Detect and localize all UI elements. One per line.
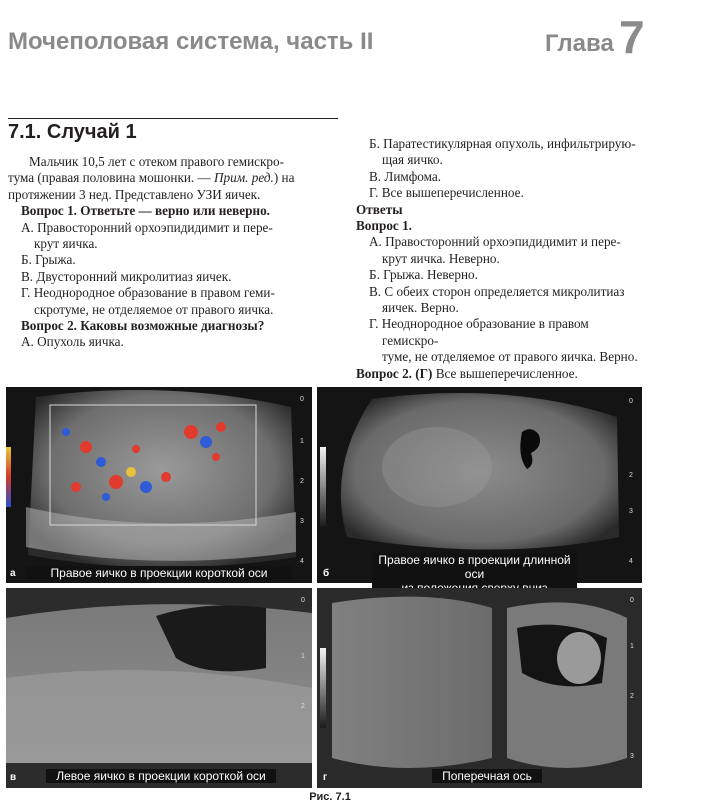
q2-option: А. Опухоль яичка. [21,334,124,350]
answer-item: Б. Грыжа. Неверно. [369,267,478,283]
chapter-label: Глава [545,30,614,57]
answer-item: В. С обеих сторон определяется микролитиаз яичек. Верно. [369,283,625,316]
answer-q1-heading: Вопрос 1. [356,218,412,234]
panel-caption: Левое яичко в проекции короткой оси [46,769,276,783]
q2-option: Б. Паратестикулярная опухоль, инфильтрирую- щая яичко. [369,136,636,168]
intro-line: Мальчик 10,5 лет с отеком правого гемискро- [29,154,284,169]
running-title: Мочеполовая система, часть II [8,28,374,55]
ultrasound-panel-v [6,588,312,788]
svg-text:4: 4 [629,558,633,565]
answer-q2-label: Вопрос 2. (Г) [356,365,433,381]
q1-option: В. Двусторонний микролитиаз яичек. [21,268,232,284]
panel-letter: а [10,568,16,579]
panel-letter: г [323,772,328,783]
svg-text:0: 0 [301,597,305,604]
panel-caption: Правое яичко в проекции короткой оси [26,566,292,580]
panel-caption: Правое яичко в проекции длинной оси [372,553,577,595]
intro-line: тума (правая половина мошонки. — [8,170,215,186]
section-rule [8,118,338,119]
svg-text:0: 0 [300,396,304,403]
svg-text:2: 2 [301,703,305,710]
svg-text:2: 2 [630,693,634,700]
figure-label: Рис. 7.1 [309,791,351,803]
panel-letter: в [10,772,17,783]
chapter-number: 7 [619,11,645,63]
svg-text:1: 1 [301,653,305,660]
svg-text:0: 0 [630,597,634,604]
svg-text:2: 2 [300,478,304,485]
q2-option: Г. Все вышеперечисленное. [369,185,524,201]
panel-letter: б [323,568,330,579]
svg-text:3: 3 [629,508,633,515]
svg-text:3: 3 [300,518,304,525]
svg-text:4: 4 [300,558,304,565]
q1-option: Г. Неоднородное образование в правом геми- скротуме, не отделяемое от правого яичка. [21,285,275,317]
ultrasound-image-g [317,588,642,788]
svg-text:0: 0 [629,398,633,405]
editor-note: Прим. ред. [214,170,274,186]
svg-text:1: 1 [300,438,304,445]
ultrasound-figure [6,387,642,788]
ultrasound-image-v [6,588,312,788]
intro-line: ) на [273,170,295,186]
answer-q2 [356,366,648,382]
section-title: 7.1. Случай 1 [8,121,137,143]
question-2: Вопрос 2. Каковы возможные диагнозы? [21,318,265,334]
case-intro [8,154,319,203]
answer-item: Г. Неоднородное образование в правом гемискро- туме, не отделяемое от правого яичка. Верно. [369,316,638,365]
ultrasound-panel-b [317,387,642,583]
svg-text:1: 1 [630,643,634,650]
svg-text:3: 3 [630,753,634,760]
answers-heading: Ответы [356,201,403,217]
answer-item: А. Правосторонний орхоэпидидимит и пере- крут яичка. Неверно. [369,234,621,266]
q2-option: В. Лимфома. [369,168,442,184]
svg-text:2: 2 [629,472,633,479]
intro-line: протяжении 3 нед. Представлено УЗИ яичек. [8,186,261,202]
running-header [0,11,721,63]
ultrasound-panel-a [6,387,312,583]
case-column-left [8,154,319,351]
q1-option: А. Правосторонний орхоэпидидимит и пере- крут яичка. [21,219,273,252]
panel-caption: Поперечная ось [432,769,542,783]
case-column-right [356,136,648,382]
ultrasound-image-a [6,387,312,583]
answer-q2-text: Все вышеперечисленное. [432,365,578,381]
q1-option: Б. Грыжа. [21,252,76,268]
ultrasound-panel-g [317,588,642,788]
question-1: Вопрос 1. Ответьте — верно или неверно. [21,203,270,219]
